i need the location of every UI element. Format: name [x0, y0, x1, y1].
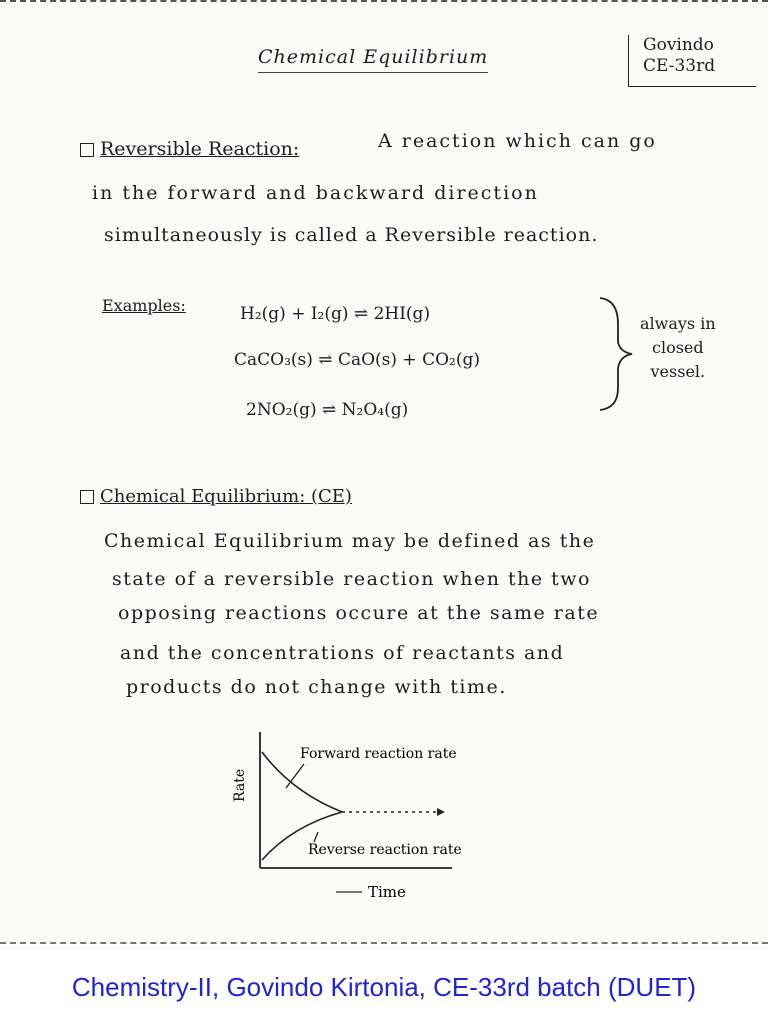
- author-name: Govindo: [643, 35, 714, 55]
- reversible-line-3: simultaneously is called a Reversible reaction.: [104, 224, 599, 246]
- reaction-1: H₂(g) + I₂(g) ⇌ 2HI(g): [240, 304, 431, 324]
- rate-time-graph: [222, 722, 542, 912]
- page-title: Chemical Equilibrium: [258, 46, 488, 73]
- reversible-heading-row: [80, 138, 299, 160]
- note-line-2: closed: [652, 338, 704, 357]
- equilibrium-line-1: Chemical Equilibrium may be defined as the: [104, 530, 596, 552]
- reversible-line-1: A reaction which can go: [378, 130, 657, 152]
- forward-pointer-icon: [286, 764, 304, 788]
- author-box: [628, 35, 756, 87]
- reversible-heading: Reversible Reaction:: [100, 138, 300, 160]
- brace-icon: [596, 294, 636, 414]
- note-line-1: always in: [640, 314, 716, 333]
- y-axis-label: Rate: [232, 768, 248, 802]
- reaction-2: CaCO₃(s) ⇌ CaO(s) + CO₂(g): [234, 350, 480, 370]
- equilibrium-line-4: and the concentrations of reactants and: [120, 642, 565, 664]
- equilibrium-heading: Chemical Equilibrium: (CE): [100, 486, 352, 507]
- reverse-label: Reverse reaction rate: [308, 842, 462, 858]
- bullet-box-icon: [80, 143, 94, 157]
- reversible-line-2: in the forward and backward direction: [92, 182, 539, 204]
- note-line-3: vessel.: [650, 362, 706, 381]
- equilibrium-line-3: opposing reactions occure at the same rate: [118, 602, 600, 624]
- equilibrium-line-5: products do not change with time.: [126, 676, 507, 698]
- reverse-pointer-icon: [314, 832, 318, 842]
- author-batch: CE-33rd: [643, 56, 716, 76]
- examples-note: [640, 312, 716, 384]
- reaction-3: 2NO₂(g) ⇌ N₂O₄(g): [246, 400, 409, 420]
- arrowhead-icon: [437, 808, 445, 816]
- x-axis-label: Time: [368, 883, 406, 901]
- equilibrium-line-2: state of a reversible reaction when the two: [112, 568, 591, 590]
- equilibrium-heading-row: [80, 486, 352, 507]
- examples-label: Examples:: [102, 296, 186, 315]
- footer-caption: Chemistry-II, Govindo Kirtonia, CE-33rd batch (DUET): [71, 972, 697, 1002]
- forward-label: Forward reaction rate: [300, 746, 457, 762]
- bullet-box-icon: [80, 490, 94, 504]
